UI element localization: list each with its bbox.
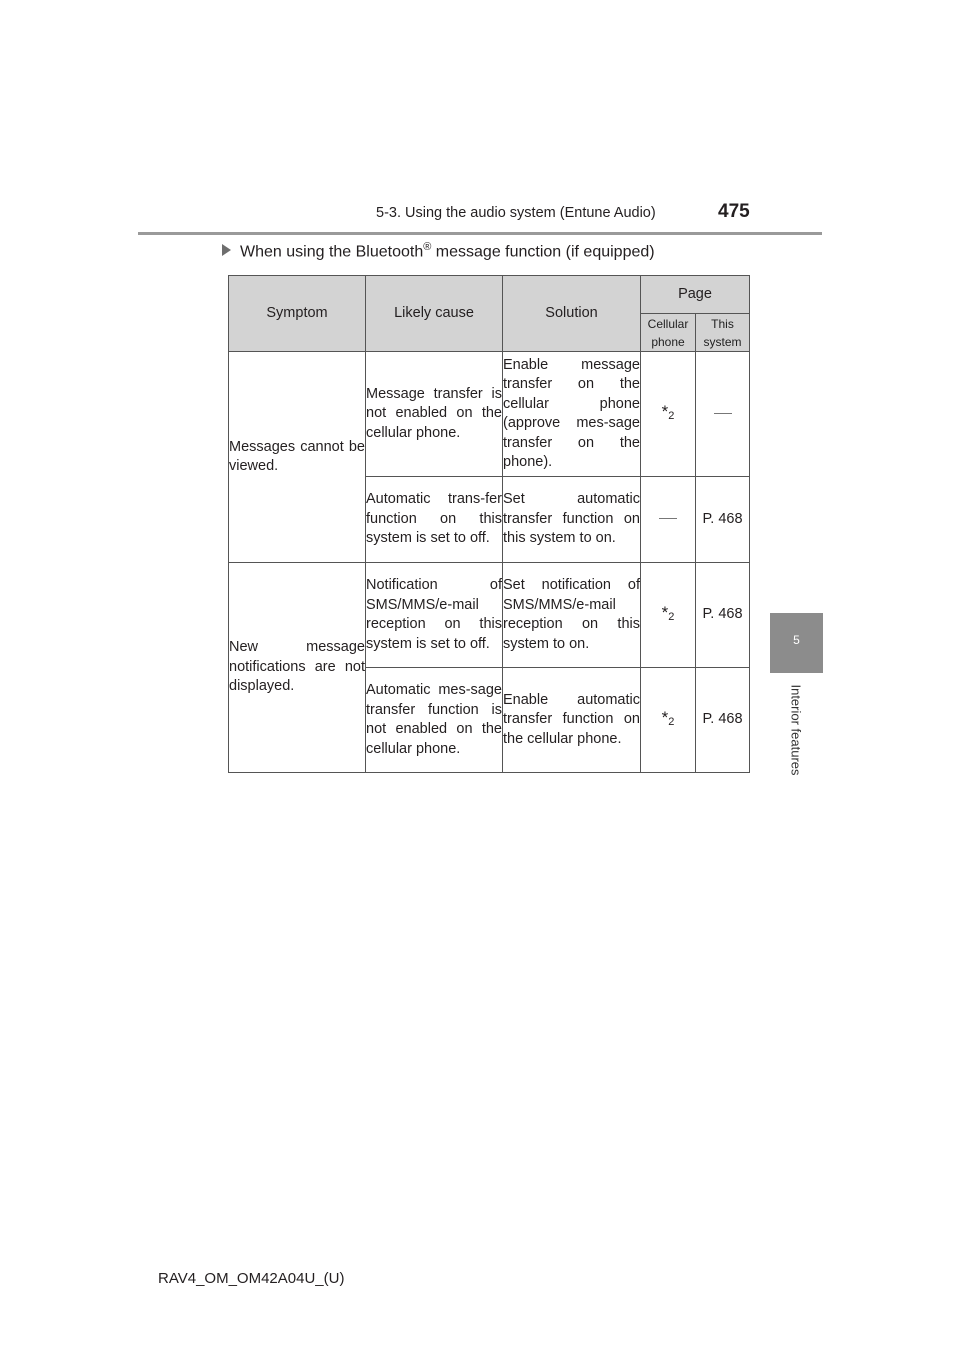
cellular-phone-cell <box>641 563 696 668</box>
footnote-number: 2 <box>668 610 675 623</box>
document-code: RAV4_OM_OM42A04U_(U) <box>158 1270 345 1287</box>
heading-text-after: message function (if equipped) <box>431 243 655 261</box>
chapter-number: 5 <box>793 633 800 647</box>
this-system-cell: P. 468 <box>696 668 750 773</box>
table-row <box>229 563 750 668</box>
footnote-number: 2 <box>668 715 675 728</box>
chapter-tab <box>770 613 823 673</box>
header-solution: Solution <box>503 276 641 352</box>
heading-text-before: When using the Bluetooth <box>240 243 424 261</box>
footnote-number: 2 <box>668 409 675 422</box>
table-row <box>229 352 750 477</box>
troubleshooting-table <box>228 275 750 773</box>
footnote-reference: $*_2$ <box>661 401 675 422</box>
registered-mark: ® <box>423 241 432 253</box>
footnote-reference: $*_2$ <box>661 602 675 623</box>
cause-cell: Automatic mes-sage transfer function is not enabled on the cellular phone. <box>366 668 503 773</box>
triangle-bullet-icon <box>222 244 231 256</box>
footnote-reference: $*_2$ <box>661 707 675 728</box>
running-header-section: 5-3. Using the audio system (Entune Audio) <box>376 205 656 221</box>
symptom-cell: Messages cannot be viewed. <box>229 352 366 563</box>
solution-cell: Enable message transfer on the cellular phone (approve mes-sage transfer on the phone). <box>503 352 641 477</box>
this-system-cell <box>696 352 750 477</box>
cellular-phone-cell <box>641 668 696 773</box>
cellular-phone-cell <box>641 477 696 563</box>
section-heading <box>222 241 655 261</box>
header-divider <box>138 232 822 235</box>
header-symptom: Symptom <box>229 276 366 352</box>
chapter-label: Interior features <box>788 684 804 776</box>
solution-cell: Set notification of SMS/MMS/e-mail reception on this system to on. <box>503 563 641 668</box>
cause-cell: Notification of SMS/MMS/e-mail reception on this system is set to off. <box>366 563 503 668</box>
not-applicable-dash <box>714 413 732 414</box>
page-number: 475 <box>718 201 750 222</box>
solution-cell: Set automatic transfer function on this system to on. <box>503 477 641 563</box>
this-system-cell: P. 468 <box>696 563 750 668</box>
header-page: Page <box>641 276 750 314</box>
cause-cell: Message transfer is not enabled on the cellular phone. <box>366 352 503 477</box>
not-applicable-dash <box>659 518 677 519</box>
this-system-cell: P. 468 <box>696 477 750 563</box>
cause-cell: Automatic trans-fer function on this system is set to off. <box>366 477 503 563</box>
table-header-row <box>229 276 750 314</box>
header-cellular-phone: Cellular phone <box>641 314 696 352</box>
cellular-phone-cell <box>641 352 696 477</box>
header-this-system: This system <box>696 314 750 352</box>
symptom-cell: New message notifications are not displayed. <box>229 563 366 773</box>
header-likely-cause: Likely cause <box>366 276 503 352</box>
solution-cell: Enable automatic transfer function on the cellular phone. <box>503 668 641 773</box>
